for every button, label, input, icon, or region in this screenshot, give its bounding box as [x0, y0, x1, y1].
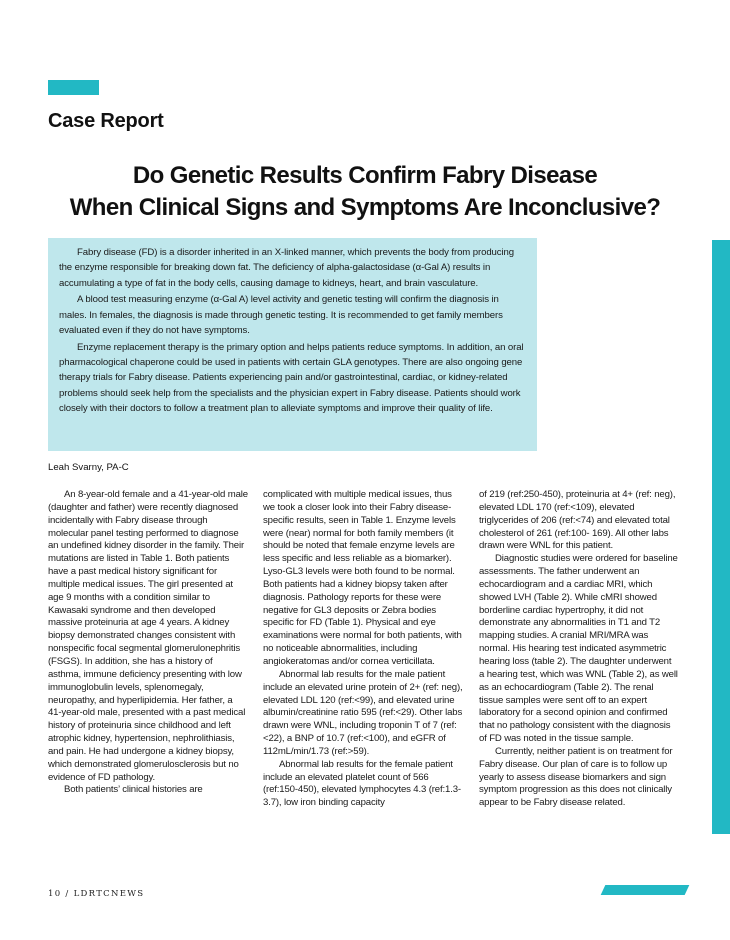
body-paragraph: complicated with multiple medical issues, thus we took a closer look into their Fabry disease-specific results, seen in Table 1. Enzyme levels were (near) normal for both family members (it should be noted that female enzyme levels are less specific and less reliable as a biomarker). Lyso-GL3 levels were both found to be normal. Both patients had a kidney biopsy taken after diagnosis. Pathology reports for these were negative for GL3 deposits or Zebra bodies specific for FD (Table 1). Physical and eye examinations were normal for both patients, with no noticeable abnormalities, including angiokeratomas and/or cornea verticillata.	[263, 489, 462, 667]
summary-box	[48, 238, 537, 451]
body-column-2	[263, 489, 463, 810]
author-byline: Leah Svarny, PA-C	[48, 462, 129, 473]
body-paragraph: Abnormal lab results for the female patient include an elevated platelet count of 566 (ref:150-450), elevated lymphocytes 4.3 (ref:1.3-3.7), low iron binding capacity	[263, 758, 461, 809]
summary-paragraph-1: Fabry disease (FD) is a disorder inherited in an X-linked manner, which prevents the body from producing the enzyme responsible for breaking down fat. The deficiency of alpha-galactosidase (α-Gal A) results in accumulating a type of fat in the body cells, causing damage to kidneys, heart, and brain vasculature.	[59, 247, 514, 289]
body-paragraph: Both patients’ clinical histories are	[64, 784, 203, 796]
article-title	[30, 160, 700, 224]
accent-bar-top	[48, 80, 99, 95]
body-paragraph: Currently, neither patient is on treatment for Fabry disease. Our plan of care is to follow up yearly to assess disease biomarkers and sign symptom progression as this does not clinically appear to be Fabry disease related.	[479, 745, 673, 809]
title-line-2: When Clinical Signs and Symptoms Are Inconclusive?	[69, 194, 661, 221]
title-line-1: Do Genetic Results Confirm Fabry Disease	[132, 162, 598, 189]
summary-paragraph-3: Enzyme replacement therapy is the primary option and helps patients reduce symptoms. In addition, an oral pharmacological chaperone could be used in patients with certain GLA genotypes. There are also ongoing gene therapy trials for Fabry disease. Patients experiencing pain and/or gastrointestinal, cardiac, or kidney-related problems should seek help from the specialists and the physician expert in Fabry disease. Patients should work closely with their doctors to follow a treatment plan to alleviate symptoms and improve their quality of life.	[59, 341, 524, 414]
page-footer: 10 / LDRTCNEWS	[48, 889, 145, 899]
body-paragraph: Diagnostic studies were ordered for baseline assessments. The father underwent an echocardiogram and a cardiac MRI, which showed LVH (Table 2). While cMRI showed borderline cardiac hypertrophy, it did not demonstrate any abnormalities in T1 and T2 mapping studies. A cranial MRI/MRA was normal. His hearing test indicated asymmetric hearing loss (table 2). The daughter underwent a hearing test, which was WNL (Table 2), as well as an echocardiogram (Table 2). The renal tissue samples were sent off to an expert laboratory for a second opinion and confirmed that no pathology consistent with the diagnosis of FD was noted in the tissue sample.	[479, 553, 678, 745]
body-paragraph: of 219 (ref:250-450), proteinuria at 4+ (ref: neg), elevated LDL 170 (ref:<109), elevated triglycerides of 206 (ref:<74) and elevated total cholesterol of 261 (ref:100- 169). All other labs drawn were WNL for this patient.	[479, 489, 676, 552]
accent-bar-bottom	[601, 885, 690, 895]
accent-bar-right	[712, 240, 730, 834]
body-column-3	[479, 489, 679, 810]
body-column-1	[48, 489, 248, 797]
body-paragraph: Abnormal lab results for the male patient include an elevated urine protein of 2+ (ref: neg), elevated LDL 120 (ref:<99), and elevated urine albumin/creatinine ratio 595 (ref:<29). Other labs drawn were WNL, including troponin T of 7 (ref:<22), a BNP of 10.7 (ref:<100), and eGFR of 112mL/min/1.73 (ref:>59).	[263, 668, 463, 757]
summary-paragraph-2: A blood test measuring enzyme (α-Gal A) level activity and genetic testing will confirm the diagnosis in males. In females, the diagnosis is made through genetic testing. It is recommended to get family members evaluated even if they do not have symptoms.	[59, 294, 503, 336]
body-paragraph: An 8-year-old female and a 41-year-old male (daughter and father) were recently diagnosed incidentally with Fabry disease through molecular panel testing performed to diagnose an undefined kidney disorder in the family. Their mutations are listed in Table 1. Both patients have a past medical history significant for multiple medical issues. The girl presented at age 9 months with a condition similar to Kawasaki syndrome and then developed massive proteinuria at age 4 years. A kidney biopsy demonstrated changes consistent with nonspecific focal segmental glomerulonephritis (FSGS). In addition, she has a history of asthma, immune deficiency presenting with low immunoglobulin levels, splenomegaly, neuropathy, and hyperlipidemia. Her father, a 41-year-old male, presented with a past medical history of proteinuria since childhood and left atrophic kidney, hypertension, nephrolithiasis, and pain. He had undergone a kidney biopsy, which demonstrated glomerulosclerosis but no evidence of FD pathology.	[48, 489, 248, 783]
section-label: Case Report	[48, 110, 164, 132]
